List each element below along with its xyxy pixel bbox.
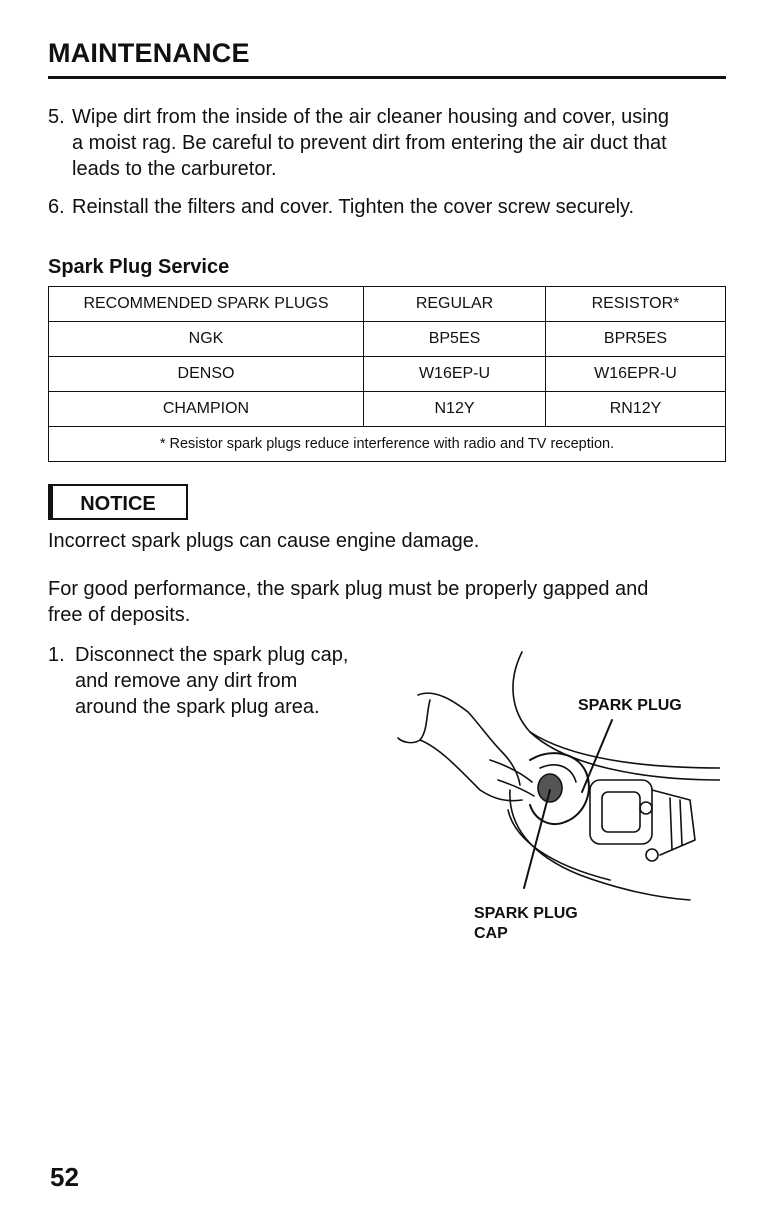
page-number: 52 [50, 1162, 79, 1192]
plug-housing-inner [602, 792, 640, 832]
hand-bottom [420, 740, 522, 801]
step-line: Disconnect the spark plug cap, [75, 644, 349, 666]
engine-fin-line2 [680, 800, 682, 845]
step-6 [48, 194, 726, 220]
table-cell: CHAMPION [49, 392, 364, 427]
step-1 [48, 642, 388, 720]
finger2 [498, 780, 534, 796]
plug-housing [590, 780, 652, 844]
table-row [49, 322, 726, 357]
paragraph-line: For good performance, the spark plug must be properly gapped and [48, 578, 649, 600]
callout-line: CAP [474, 925, 508, 942]
hand-top [418, 693, 520, 785]
table-cell: W16EPR-U [546, 357, 726, 392]
table-cell: N12Y [364, 392, 546, 427]
table-footnote: * Resistor spark plugs reduce interference with radio and TV reception. [49, 427, 726, 462]
page-title: MAINTENANCE [48, 38, 250, 68]
step-line: Reinstall the filters and cover. Tighten the cover screw securely. [72, 196, 635, 218]
step-number: 6. [48, 196, 65, 218]
table-header-cell: RECOMMENDED SPARK PLUGS [49, 287, 364, 322]
section-heading: Spark Plug Service [48, 256, 230, 278]
table-cell: BP5ES [364, 322, 546, 357]
table-cell: BPR5ES [546, 322, 726, 357]
step-line: and remove any dirt from [75, 670, 298, 692]
performance-paragraph [48, 576, 726, 628]
table-cell: RN12Y [546, 392, 726, 427]
step-number: 5. [48, 106, 65, 128]
table-cell: DENSO [49, 357, 364, 392]
title-rule [48, 76, 726, 79]
step-line: a moist rag. Be careful to prevent dirt from entering the air duct that [72, 132, 667, 154]
cover-arc-inner [530, 732, 720, 768]
bolt [640, 802, 652, 814]
paragraph-line: free of deposits. [48, 604, 191, 626]
spark-plug-table [48, 286, 726, 462]
step-number: 1. [48, 644, 65, 666]
notice-bar [48, 484, 53, 520]
engine-fin-line [670, 798, 672, 850]
engine-fin [652, 790, 695, 855]
hand-thumb [398, 700, 430, 743]
table-row [49, 357, 726, 392]
table-header-cell: RESISTOR* [546, 287, 726, 322]
notice-text: Incorrect spark plugs can cause engine damage. [48, 530, 480, 552]
table-header-cell: REGULAR [364, 287, 546, 322]
step-line: Wipe dirt from the inside of the air cleaner housing and cover, using [72, 106, 669, 128]
callout-line: SPARK PLUG [474, 905, 578, 922]
cover-arc-lower [510, 790, 690, 900]
plug-cap-boot [538, 774, 562, 802]
callout-spark-plug-cap [474, 904, 578, 944]
table-row [49, 392, 726, 427]
table-cell: W16EP-U [364, 357, 546, 392]
step-line: around the spark plug area. [75, 696, 320, 718]
table-footnote-row [49, 427, 726, 462]
spark-plug-illustration [390, 640, 720, 910]
bolt2 [646, 849, 658, 861]
step-5 [48, 104, 726, 182]
leader-spark-plug-cap [524, 790, 550, 888]
table-header-row [49, 287, 726, 322]
table-cell: NGK [49, 322, 364, 357]
step-line: leads to the carburetor. [72, 158, 277, 180]
notice-label: NOTICE [48, 484, 188, 520]
cover-arc-lower2 [508, 810, 610, 880]
callout-spark-plug: SPARK PLUG [578, 697, 682, 714]
